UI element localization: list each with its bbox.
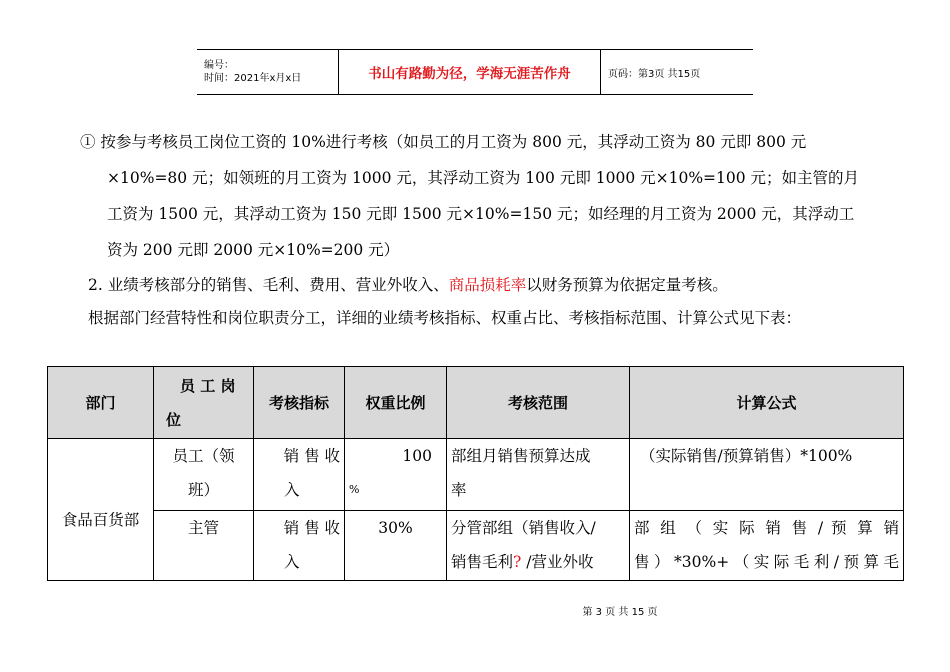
page-footer xyxy=(0,603,950,618)
item2-prefix: 2. 业绩考核部分的销售、毛利、费用、营业外收入、 xyxy=(88,276,449,294)
cell-weight-line1: 30% xyxy=(378,519,413,537)
header-position xyxy=(154,367,254,439)
cell-formula xyxy=(630,511,904,581)
header-page-number xyxy=(601,50,753,94)
header-position-line1: 员 工 岗 xyxy=(180,376,236,395)
cell-scope xyxy=(447,511,630,581)
scope-text-suffix: /营业外收 xyxy=(521,553,594,571)
item1-line3: 工资为 1500 元，其浮动工资为 150 元即 1500 元×10%=150 元；如经理的月工资为 2000 元，其浮动工 xyxy=(107,205,855,223)
item2-highlight: 商品损耗率 xyxy=(448,276,527,294)
header-dept: 部门 xyxy=(48,367,154,439)
header-meta xyxy=(197,50,339,94)
header-scope: 考核范围 xyxy=(447,367,630,439)
footer-page-number: 第 3 页 共 15 页 xyxy=(582,607,658,618)
cell-indicator-line2: 入 xyxy=(284,553,300,571)
cell-formula xyxy=(630,439,904,511)
cell-weight-line2: % xyxy=(349,483,360,496)
cell-indicator-line1: 销 售 收 xyxy=(283,447,340,465)
cell-formula-line2: 售）*30%+（实际毛利/预算毛 xyxy=(634,553,899,571)
item1-line2: ×10%=80 元；如领班的月工资为 1000 元，其浮动工资为 100 元即 1000 元×10%=100 元；如主管的月 xyxy=(107,169,860,187)
cell-formula-line1: 部 组 （ 实 际 销 售 / 预 算 销 xyxy=(634,519,899,537)
cell-scope-line1: 分管部组（销售收入/ xyxy=(451,519,596,537)
cell-formula-line1: （实际销售/预算销售）*100% xyxy=(640,447,853,465)
cell-weight xyxy=(345,511,447,581)
item2-suffix: 以财务预算为依据定量考核。 xyxy=(526,276,728,294)
cell-position-line1: 主管 xyxy=(187,519,219,537)
header-position-line2: 位 xyxy=(166,410,182,429)
header-motto xyxy=(339,50,601,94)
cell-position xyxy=(154,511,254,581)
cell-weight xyxy=(345,439,447,511)
cell-indicator-line1: 销 售 收 xyxy=(283,519,340,537)
table-intro: 根据部门经营特性和岗位职责分工，详细的业绩考核指标、权重占比、考核指标范围、计算公式见下表： xyxy=(88,309,802,327)
cell-indicator xyxy=(254,511,345,581)
item1-line1: ① 按参与考核员工岗位工资的 10%进行考核（如员工的月工资为 800 元，其浮动工资为 80 元即 800 元 xyxy=(80,133,807,151)
cell-dept-text: 食品百货部 xyxy=(61,510,140,529)
scope-question-mark: ? xyxy=(513,553,522,571)
cell-indicator-line2: 入 xyxy=(284,481,300,499)
cell-position-line2: 班） xyxy=(187,481,219,499)
document-number-label: 编号： xyxy=(204,60,234,71)
header-indicator: 考核指标 xyxy=(254,367,345,439)
item1-line4: 资为 200 元即 2000 元×10%=200 元） xyxy=(107,241,400,259)
cell-scope-line2: 率 xyxy=(451,481,467,499)
cell-position-line1: 员工（领 xyxy=(172,447,235,465)
cell-scope xyxy=(447,439,630,511)
table-header-row xyxy=(48,367,904,439)
cell-indicator xyxy=(254,439,345,511)
cell-scope-line2 xyxy=(451,545,625,579)
page-header xyxy=(197,49,753,95)
motto-text: 书山有路勤为径，学海无涯苦作舟 xyxy=(368,66,571,82)
document-date: 时间：2021年x月x日 xyxy=(204,73,302,84)
item2-paragraph xyxy=(88,267,728,303)
cell-position xyxy=(154,439,254,511)
header-formula: 计算公式 xyxy=(630,367,904,439)
scope-text-prefix: 销售毛利 xyxy=(451,553,514,571)
page-number-label: 页码：第3页 共15页 xyxy=(608,68,701,80)
assessment-table xyxy=(47,366,904,581)
table-row xyxy=(48,439,904,511)
cell-scope-line1: 部组月销售预算达成 xyxy=(451,447,591,465)
header-weight: 权重比例 xyxy=(345,367,447,439)
cell-weight-line1: 100 xyxy=(402,447,432,465)
table-row xyxy=(48,511,904,581)
cell-dept xyxy=(48,439,154,581)
